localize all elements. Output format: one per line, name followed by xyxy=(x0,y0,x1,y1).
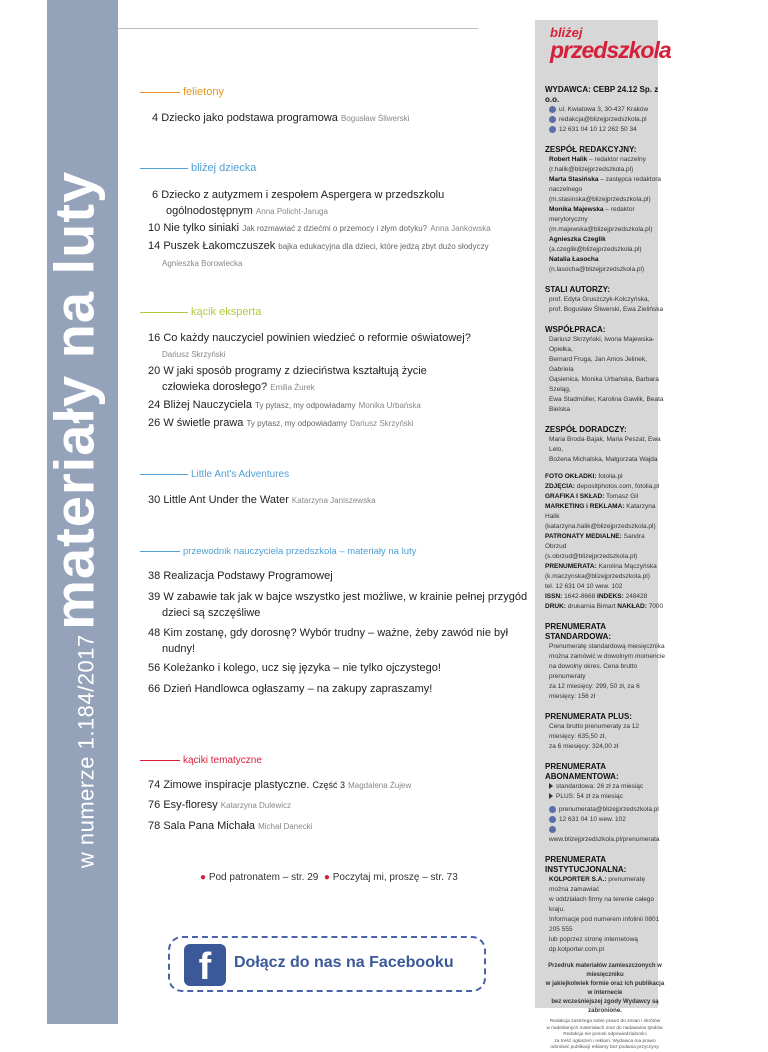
entry-title: Dziecko jako podstawa programowa xyxy=(161,112,338,124)
footnotes xyxy=(200,872,458,883)
issn-label: ISSN: xyxy=(545,593,563,600)
editor-mail: (n.lasocha@blizejprzedszkola.pl) xyxy=(549,266,645,273)
section-blizej-dziecka xyxy=(140,162,256,174)
bullet-triangle-icon xyxy=(549,793,553,799)
section-kacik-eksperta xyxy=(140,306,261,318)
disclaimer-line: odmówić publikacji reklamy bez podania przyczyny. xyxy=(550,1045,660,1050)
masthead-line1: bliżej xyxy=(550,25,583,40)
entry-title: W jaki sposób programy z dzieciństwa kształtują życie xyxy=(163,365,427,377)
disclaimer-line: za treść ogłoszeń i reklam. Wydawca ma prawo xyxy=(554,1038,656,1044)
entry-title: Puszek Łakomczuszek xyxy=(163,240,276,252)
mail-icon xyxy=(549,116,556,123)
entry-author: Anna Jankowska xyxy=(430,224,491,233)
photos-value: depositphotos.com, fotolia.pl xyxy=(574,483,660,490)
institutional-heading: PRENUMERATA INSTYTUCJONALNA: xyxy=(545,855,627,874)
plus-sub-line: za 6 miesięcy: 324,00 zł xyxy=(549,743,619,750)
page-number: 66 xyxy=(148,683,161,695)
marketing-label: MARKETING i REKLAMA: xyxy=(545,503,625,510)
toc-entry[interactable] xyxy=(148,660,441,676)
standard-sub-line: za 12 miesięcy: 299, 50 zł, za 6 miesięcy: 156 zł xyxy=(549,683,640,700)
page-number: 38 xyxy=(148,570,161,582)
publisher-phones: 12 631 04 10 12 262 50 34 xyxy=(559,126,637,133)
entry-title: Zimowe inspiracje plastyczne. xyxy=(163,779,310,791)
section-rule xyxy=(140,760,180,761)
print-value: drukarnia Bimart xyxy=(565,603,618,610)
section-rule xyxy=(140,92,180,93)
entry-author: Agnieszka Borowiecka xyxy=(162,259,243,268)
entry-title: Kim zostanę, gdy dorosnę? Wybór trudny – ważne, żeby zawód nie był xyxy=(163,627,509,639)
editor-name: Robert Halik xyxy=(549,156,588,163)
photos-label: ZDJĘCIA: xyxy=(545,483,575,490)
section-title: kąciki tematyczne xyxy=(183,755,262,766)
entry-title: W świetle prawa xyxy=(163,417,244,429)
entry-author: Dariusz Skrzyński xyxy=(350,419,414,428)
section-kaciki-tematyczne xyxy=(140,754,262,766)
subscription-value: Karolina Mączyńska xyxy=(596,563,657,570)
graphics-label: GRAFIKA I SKŁAD: xyxy=(545,493,605,500)
graphics-value: Tomasz Gil xyxy=(604,493,639,500)
page-number: 6 xyxy=(152,189,159,201)
section-rule xyxy=(140,474,188,475)
entry-author: Emilia Żurek xyxy=(270,383,315,392)
bullet-dot-icon: ● xyxy=(323,872,330,883)
entry-subtitle: bajka edukacyjna dla dzieci, które jedzą zbyt dużo słodyczy xyxy=(278,242,489,251)
advisors-line: Bożena Michalska, Małgorzata Wajda xyxy=(549,456,658,463)
facebook-label: Dołącz do nas na Facebooku xyxy=(234,954,454,971)
cover-photo-label: FOTO OKŁADKI: xyxy=(545,473,597,480)
entry-title: Little Ant Under the Water xyxy=(163,494,289,506)
top-divider xyxy=(118,28,478,29)
patronage-mail: (s.obrzud@blizejprzedszkola.pl) xyxy=(545,553,638,560)
toc-entry[interactable] xyxy=(148,492,376,509)
section-rule xyxy=(140,168,188,169)
section-little-ant xyxy=(140,468,289,480)
editor-name: Monika Majewska xyxy=(549,206,604,213)
entry-title-cont: ogólnodostępnym xyxy=(166,205,253,217)
institutional-line: w oddziałach firmy na terenie całego kraju. xyxy=(549,896,655,913)
home-icon xyxy=(549,106,556,113)
page-number: 76 xyxy=(148,799,161,811)
patronage-label: PATRONATY MEDIALNE: xyxy=(545,533,622,540)
page-number: 26 xyxy=(148,417,161,429)
patronage-value: Sandra Obrzud xyxy=(545,533,645,550)
entry-title: Co każdy nauczyciel powinien wiedzieć o reformie oświatowej? xyxy=(163,332,471,344)
toc-entry[interactable] xyxy=(148,797,291,814)
cooperation-line: Dariusz Skrzyński, Iwona Majewska-Opiełka, xyxy=(549,336,655,353)
subscription-label: PRENUMERATA: xyxy=(545,563,597,570)
publisher-address: ul. Kwiatowa 3, 30-437 Kraków xyxy=(559,106,649,113)
entry-author: Monika Urbańska xyxy=(358,401,421,410)
toc-entry[interactable] xyxy=(148,397,421,414)
editor-mail: (m.stasinska@blizejprzedszkola.pl) xyxy=(549,196,651,203)
section-felietony xyxy=(140,86,224,98)
standard-sub-line: można zamówić w dowolnym momencie xyxy=(549,653,665,660)
entry-author: Magdalena Żujew xyxy=(348,781,412,790)
abonament-line: standardowa: 26 zł za miesiąc xyxy=(556,783,644,790)
page-number: 4 xyxy=(152,112,159,124)
page-number: 10 xyxy=(148,222,161,234)
toc-entry[interactable] xyxy=(148,238,489,272)
page-number: 78 xyxy=(148,820,161,832)
toc-entry[interactable] xyxy=(148,681,432,697)
standard-sub-heading: PRENUMERATA STANDARDOWA: xyxy=(545,622,612,641)
toc-entry[interactable] xyxy=(148,625,508,657)
subscription-mail: (k.maczynska@blizejprzedszkola.pl) xyxy=(545,573,650,580)
entry-title-cont: nudny! xyxy=(162,643,196,655)
toc-entry[interactable] xyxy=(148,777,411,794)
marketing-value: Katarzyna Halik xyxy=(545,503,656,520)
toc-entry[interactable] xyxy=(152,110,409,127)
copyright-note: Przedruk materiałów zamieszczonych w miesięczniku xyxy=(548,963,662,978)
section-title: felietony xyxy=(183,86,224,98)
globe-icon xyxy=(549,826,556,833)
entry-title: Dziecko z autyzmem i zespołem Aspergera w przedszkolu xyxy=(161,189,445,201)
editor-role: – redaktor merytoryczny xyxy=(549,206,635,223)
authors-line: prof. Edyta Gruszczyk-Kolczyńska, xyxy=(549,296,650,303)
section-title: kącik eksperta xyxy=(191,306,262,318)
editor-name: Agnieszka Czeglik xyxy=(549,236,606,243)
bullet-triangle-icon xyxy=(549,783,553,789)
toc-entry[interactable] xyxy=(148,818,312,835)
kolporter-label: KOLPORTER S.A.: xyxy=(549,876,607,883)
toc-entry[interactable] xyxy=(148,363,427,396)
disclaimer-line: Redakcja nie ponosi odpowiedzialności xyxy=(563,1032,647,1037)
copyright-note: w jakiejkolwiek formie oraz ich publikacja w internecie xyxy=(545,981,665,996)
entry-title: Esy-floresy xyxy=(163,799,218,811)
institutional-line: Informacje pod numerem infolinii 0801 205 555 xyxy=(549,916,660,933)
page-number: 14 xyxy=(148,240,161,252)
index-label: INDEKS: xyxy=(597,593,624,600)
index-value: 248428 xyxy=(623,593,648,600)
disclaimer-line: w nadesłanych materiałach oraz do nadawania tytułów. xyxy=(546,1025,664,1031)
institutional-line: lub poprzez stronę internetową dp.kolporter.com.pl xyxy=(549,936,638,953)
plus-sub-line: Cena brutto prenumeraty za 12 miesięcy: 635,50 zł, xyxy=(549,723,639,740)
page-number: 39 xyxy=(148,591,161,603)
masthead-line2: przedszkola xyxy=(550,37,671,63)
publisher-heading: WYDAWCA: CEBP 24.12 Sp. z o.o. xyxy=(545,85,659,104)
entry-title: Sala Pana Michała xyxy=(163,820,256,832)
masthead-logo xyxy=(550,25,671,63)
page-number: 74 xyxy=(148,779,161,791)
phone-icon xyxy=(549,126,556,133)
entry-author: Anna Policht-Jaruga xyxy=(255,207,328,216)
page-number: 48 xyxy=(148,627,161,639)
standard-sub-line: Prenumeratę standardową miesięcznika xyxy=(549,643,665,650)
marketing-mail: (katarzyna.halik@blizejprzedszkola.pl) xyxy=(545,523,656,530)
cooperation-line: Ewa Stadmüller, Karolina Gawlik, Beata Bielska xyxy=(549,396,664,413)
vertical-title xyxy=(42,20,118,1020)
abonament-phone: 12 631 04 10 wew. 102 xyxy=(559,816,626,823)
issue-theme: materiały na luty xyxy=(42,170,106,630)
entry-subtitle: Ty pytasz, my odpowiadamy xyxy=(246,419,347,428)
toc-entry[interactable] xyxy=(152,187,444,220)
advisors-line: Maria Broda-Bajak, Maria Peszat, Ewa Lelo, xyxy=(549,436,661,453)
footnote-patronat[interactable]: Pod patronatem – str. 29 xyxy=(208,872,319,883)
section-title: Little Ant's Adventures xyxy=(191,469,290,480)
entry-author: Katarzyna Dulewicz xyxy=(220,801,292,810)
entry-author: Bogusław Śliwerski xyxy=(340,114,410,123)
advisors-heading: ZESPÓŁ DORADCZY: xyxy=(545,425,627,434)
issue-number: w numerze 1.184/2017 xyxy=(73,634,99,869)
toc-entry[interactable] xyxy=(148,415,414,432)
toc-entry[interactable] xyxy=(148,589,527,621)
print-label: DRUK: xyxy=(545,603,566,610)
entry-title: W zabawie tak jak w bajce wszystko jest możliwe, w krainie pełnej przygód xyxy=(163,591,528,603)
kolporter-value: prenumeratę można zamawiać xyxy=(549,876,646,893)
abonament-heading: PRENUMERATA ABONAMENTOWA: xyxy=(545,762,619,781)
editor-mail: (a.czeglik@blizejprzedszkola.pl) xyxy=(549,246,642,253)
cooperation-heading: WSPÓŁPRACA: xyxy=(545,325,606,334)
entry-title-cont: człowieka dorosłego? xyxy=(162,381,268,393)
section-przewodnik xyxy=(140,545,416,557)
circulation-label: NAKŁAD: xyxy=(617,603,647,610)
section-title: przewodnik nauczyciela przedszkola – materiały na luty xyxy=(183,546,417,557)
phone-icon xyxy=(549,816,556,823)
editor-mail: (r.halik@blizejprzedszkola.pl) xyxy=(549,166,634,173)
editor-mail: (m.majewska@blizejprzedszkola.pl) xyxy=(549,226,653,233)
editor-role: – zastępca redaktora naczelnego xyxy=(549,176,662,193)
abonament-www[interactable]: www.blizejprzedszkola.pl/prenumerata xyxy=(549,836,660,843)
page-number: 56 xyxy=(148,662,161,674)
page-number: 16 xyxy=(148,332,161,344)
entry-author: Katarzyna Janiszewska xyxy=(291,496,376,505)
imprint-column xyxy=(545,82,665,1052)
entry-title: Bliżej Nauczyciela xyxy=(163,399,252,411)
page-number: 24 xyxy=(148,399,161,411)
footnote-poczytaj[interactable]: Poczytaj mi, proszę – str. 73 xyxy=(332,872,458,883)
abonament-mail[interactable]: prenumerata@blizejprzedszkola.pl xyxy=(559,806,659,813)
facebook-icon: f xyxy=(184,944,226,986)
toc-entry[interactable] xyxy=(148,330,471,363)
editor-name: Natalia Łasocha xyxy=(549,256,599,263)
subscription-phone: tel. 12 631 04 10 wew. 102 xyxy=(545,583,623,590)
cooperation-line: Bernard Fruga, Jan Amos Jelinek, Gabriela xyxy=(549,356,647,373)
entry-author: Michał Danecki xyxy=(258,822,313,831)
editorial-heading: ZESPÓŁ REDAKCYJNY: xyxy=(545,145,637,154)
circulation-value: 7000 xyxy=(646,603,664,610)
section-rule xyxy=(140,312,188,313)
authors-line: prof. Bogusław Śliwerski, Ewa Zielińska xyxy=(549,306,664,313)
page-number: 20 xyxy=(148,365,161,377)
entry-title-cont: dzieci są szczęśliwe xyxy=(162,607,261,619)
entry-title: Koleżanko i kolego, ucz się języka – nie tylko ojczystego! xyxy=(163,662,441,674)
entry-subtitle: Część 3 xyxy=(312,780,346,790)
authors-heading: STALI AUTORZY: xyxy=(545,285,611,294)
person-icon xyxy=(549,806,556,813)
section-title: bliżej dziecka xyxy=(191,162,257,174)
bullet-dot-icon: ● xyxy=(200,872,207,883)
standard-sub-line: na dowolny okres. Cena brutto prenumeraty xyxy=(549,663,638,680)
issn-value: 1642-8668 xyxy=(562,593,598,600)
entry-title: Realizacja Podstawy Programowej xyxy=(163,570,333,582)
page-number: 30 xyxy=(148,494,161,506)
editor-role: – redaktor naczelny xyxy=(587,156,646,163)
publisher-email[interactable]: redakcja@blizejprzedszkola.pl xyxy=(559,116,647,123)
entry-title: Dzień Handlowca ogłaszamy – na zakupy zapraszamy! xyxy=(163,683,433,695)
toc-entry[interactable] xyxy=(148,220,491,237)
toc-entry[interactable] xyxy=(148,568,333,584)
plus-sub-heading: PRENUMERATA PLUS: xyxy=(545,712,632,721)
entry-subtitle: Jak rozmawiać z dziećmi o przemocy i złym dotyku? xyxy=(242,224,428,233)
entry-title: Nie tylko siniaki xyxy=(163,222,240,234)
abonament-line: PLUS: 54 zł za miesiąc xyxy=(556,793,623,800)
copyright-note: bez wcześniejszej zgody Wydawcy są zabronione. xyxy=(551,999,659,1014)
disclaimer-line: Redakcja zastrzega sobie prawo do zmian i skrótów xyxy=(549,1019,661,1024)
section-rule xyxy=(140,551,180,552)
entry-subtitle: Ty pytasz, my odpowiadamy xyxy=(255,401,356,410)
facebook-banner[interactable] xyxy=(168,936,486,992)
editor-name: Marta Stasińska xyxy=(549,176,599,183)
cover-photo-value: fotolia.pl xyxy=(596,473,623,480)
cooperation-line: Gąsienica, Monika Urbańska, Barbara Szeląg, xyxy=(549,376,659,393)
entry-author: Dariusz Skrzyński xyxy=(162,350,226,359)
